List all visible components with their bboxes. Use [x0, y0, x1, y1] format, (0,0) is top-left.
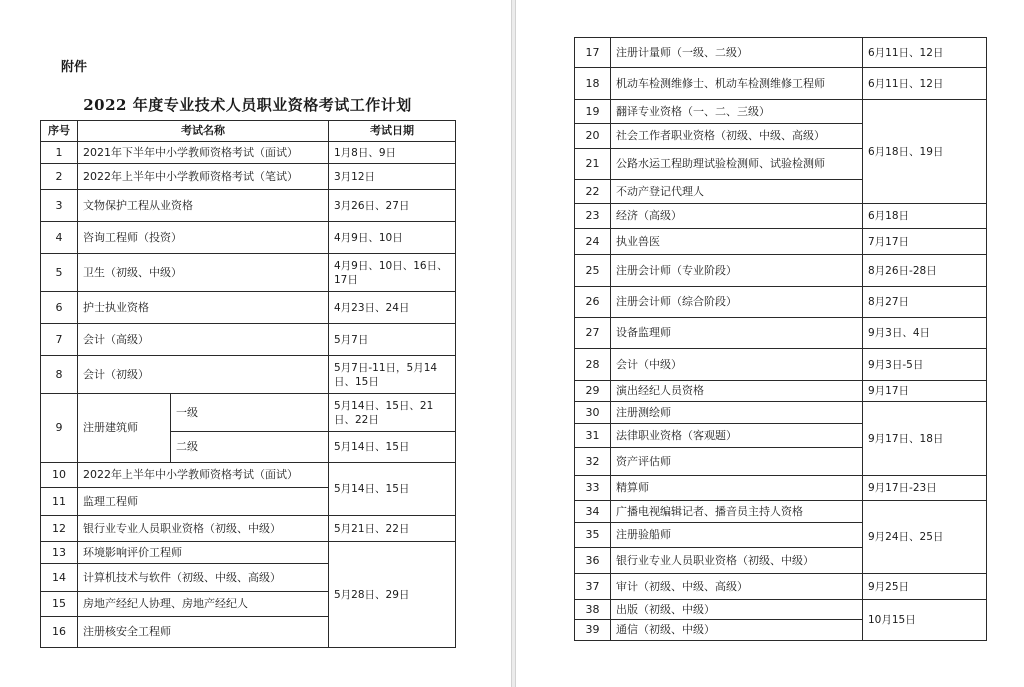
- row-no: 15: [41, 592, 78, 617]
- exam-name: 环境影响评价工程师: [78, 542, 329, 564]
- table-row: [41, 164, 456, 190]
- exam-name: 房地产经纪人协理、房地产经纪人: [78, 592, 329, 617]
- exam-name: 2022年上半年中小学教师资格考试（面试）: [78, 463, 329, 488]
- exam-date: 3月12日: [329, 164, 456, 190]
- row-no: 13: [41, 542, 78, 564]
- exam-schedule-table-left: [40, 120, 456, 648]
- table-row: [41, 222, 456, 254]
- exam-date: 6月11日、12日: [863, 38, 987, 68]
- exam-name: 银行业专业人员职业资格（初级、中级）: [78, 516, 329, 542]
- exam-name: 注册会计师（专业阶段）: [611, 255, 863, 287]
- table-row: [41, 324, 456, 356]
- exam-name: 不动产登记代理人: [611, 180, 863, 204]
- exam-date: 8月27日: [863, 287, 987, 318]
- table-row: [41, 254, 456, 292]
- row-no: 9: [41, 394, 78, 463]
- attachment-label: 附件: [61, 60, 88, 75]
- table-row: [575, 229, 987, 255]
- table-row: [575, 600, 987, 620]
- row-no: 39: [575, 620, 611, 641]
- row-no: 20: [575, 124, 611, 149]
- exam-date: 8月26日-28日: [863, 255, 987, 287]
- exam-name: 卫生（初级、中级）: [78, 254, 329, 292]
- exam-name: 社会工作者职业资格（初级、中级、高级）: [611, 124, 863, 149]
- row-no: 16: [41, 617, 78, 648]
- row-no: 34: [575, 501, 611, 523]
- table-row: [575, 402, 987, 424]
- row-no: 6: [41, 292, 78, 324]
- row-no: 17: [575, 38, 611, 68]
- exam-name: 广播电视编辑记者、播音员主持人资格: [611, 501, 863, 523]
- table-row: [41, 190, 456, 222]
- exam-name: 设备监理师: [611, 318, 863, 349]
- exam-name: 审计（初级、中级、高级）: [611, 574, 863, 600]
- row-no: 37: [575, 574, 611, 600]
- row-no: 21: [575, 149, 611, 180]
- exam-date-merged: 10月15日: [863, 600, 987, 641]
- row-no: 25: [575, 255, 611, 287]
- exam-date: 5月7日-11日，5月14日、15日: [329, 356, 456, 394]
- row-no: 36: [575, 548, 611, 574]
- table-row: [41, 463, 456, 488]
- exam-name: 法律职业资格（客观题）: [611, 424, 863, 448]
- row-no: 38: [575, 600, 611, 620]
- row-no: 32: [575, 448, 611, 476]
- exam-name: 精算师: [611, 476, 863, 501]
- row-no: 23: [575, 204, 611, 229]
- row-no: 3: [41, 190, 78, 222]
- exam-schedule-table-right: [574, 37, 987, 641]
- exam-date: 9月25日: [863, 574, 987, 600]
- exam-date-merged: 5月14日、15日: [329, 463, 456, 516]
- exam-date: 5月7日: [329, 324, 456, 356]
- exam-name: 通信（初级、中级）: [611, 620, 863, 641]
- table-row: [575, 100, 987, 124]
- exam-date-merged: 9月17日、18日: [863, 402, 987, 476]
- exam-name: 机动车检测维修士、机动车检测维修工程师: [611, 68, 863, 100]
- row-no: 1: [41, 142, 78, 164]
- table-header-row: [41, 121, 456, 142]
- exam-date: 5月14日、15日、21日、22日: [329, 394, 456, 432]
- table-row: [41, 142, 456, 164]
- exam-date: 4月9日、10日、16日、17日: [329, 254, 456, 292]
- exam-name: 会计（中级）: [611, 349, 863, 381]
- document-page-right: [517, 0, 1024, 687]
- exam-name: 演出经纪人员资格: [611, 381, 863, 402]
- exam-date: 4月23日、24日: [329, 292, 456, 324]
- exam-date: 4月9日、10日: [329, 222, 456, 254]
- row-no: 27: [575, 318, 611, 349]
- exam-name: 公路水运工程助理试验检测师、试验检测师: [611, 149, 863, 180]
- exam-name: 文物保护工程从业资格: [78, 190, 329, 222]
- table-row: [575, 204, 987, 229]
- exam-date: 5月21日、22日: [329, 516, 456, 542]
- page-divider: [511, 0, 516, 687]
- table-row: [41, 292, 456, 324]
- row-no: 28: [575, 349, 611, 381]
- exam-name: 注册建筑师: [78, 394, 171, 463]
- row-no: 4: [41, 222, 78, 254]
- table-row: [575, 574, 987, 600]
- exam-name: 注册验船师: [611, 523, 863, 548]
- exam-date: 3月26日、27日: [329, 190, 456, 222]
- row-no: 26: [575, 287, 611, 318]
- row-no: 33: [575, 476, 611, 501]
- header-name: 考试名称: [78, 121, 329, 142]
- exam-name: 监理工程师: [78, 488, 329, 516]
- table-row: [41, 516, 456, 542]
- row-no: 14: [41, 564, 78, 592]
- table-row: [575, 349, 987, 381]
- table-row: [575, 255, 987, 287]
- exam-name: 出版（初级、中级）: [611, 600, 863, 620]
- exam-name: 经济（高级）: [611, 204, 863, 229]
- exam-name: 执业兽医: [611, 229, 863, 255]
- row-no: 30: [575, 402, 611, 424]
- exam-date-merged: 5月28日、29日: [329, 542, 456, 648]
- row-no: 8: [41, 356, 78, 394]
- row-no: 7: [41, 324, 78, 356]
- exam-name: 2021年下半年中小学教师资格考试（面试）: [78, 142, 329, 164]
- exam-date-merged: 6月18日、19日: [863, 100, 987, 204]
- exam-date-merged: 9月24日、25日: [863, 501, 987, 574]
- exam-name: 注册会计师（综合阶段）: [611, 287, 863, 318]
- exam-date: 6月11日、12日: [863, 68, 987, 100]
- row-no: 18: [575, 68, 611, 100]
- exam-date: 9月3日-5日: [863, 349, 987, 381]
- exam-name: 会计（初级）: [78, 356, 329, 394]
- table-row: [575, 318, 987, 349]
- header-date: 考试日期: [329, 121, 456, 142]
- exam-name: 注册计量师（一级、二级）: [611, 38, 863, 68]
- exam-name: 注册测绘师: [611, 402, 863, 424]
- exam-name: 资产评估师: [611, 448, 863, 476]
- table-row: [41, 394, 456, 432]
- document-page-left: [0, 0, 510, 687]
- header-no: 序号: [41, 121, 78, 142]
- row-no: 5: [41, 254, 78, 292]
- exam-name: 会计（高级）: [78, 324, 329, 356]
- exam-name: 咨询工程师（投资）: [78, 222, 329, 254]
- exam-name: 注册核安全工程师: [78, 617, 329, 648]
- table-row: [575, 38, 987, 68]
- row-no: 12: [41, 516, 78, 542]
- exam-date: 6月18日: [863, 204, 987, 229]
- exam-date: 7月17日: [863, 229, 987, 255]
- exam-name: 银行业专业人员职业资格（初级、中级）: [611, 548, 863, 574]
- table-row: [575, 287, 987, 318]
- exam-date: 9月3日、4日: [863, 318, 987, 349]
- exam-date: 5月14日、15日: [329, 432, 456, 463]
- row-no: 29: [575, 381, 611, 402]
- exam-sub-level: 二级: [171, 432, 329, 463]
- exam-name: 翻译专业资格（一、二、三级）: [611, 100, 863, 124]
- table-row: [41, 356, 456, 394]
- exam-name: 2022年上半年中小学教师资格考试（笔试）: [78, 164, 329, 190]
- exam-name: 计算机技术与软件（初级、中级、高级）: [78, 564, 329, 592]
- row-no: 11: [41, 488, 78, 516]
- exam-date: 1月8日、9日: [329, 142, 456, 164]
- exam-date: 9月17日-23日: [863, 476, 987, 501]
- row-no: 31: [575, 424, 611, 448]
- row-no: 35: [575, 523, 611, 548]
- table-row: [575, 68, 987, 100]
- document-title: 2022 年度专业技术人员职业资格考试工作计划: [83, 96, 412, 114]
- table-row: [575, 476, 987, 501]
- table-row: [575, 381, 987, 402]
- exam-name: 护士执业资格: [78, 292, 329, 324]
- row-no: 24: [575, 229, 611, 255]
- table-row: [575, 501, 987, 523]
- row-no: 2: [41, 164, 78, 190]
- exam-sub-level: 一级: [171, 394, 329, 432]
- row-no: 19: [575, 100, 611, 124]
- table-row: [41, 542, 456, 564]
- exam-date: 9月17日: [863, 381, 987, 402]
- row-no: 10: [41, 463, 78, 488]
- row-no: 22: [575, 180, 611, 204]
